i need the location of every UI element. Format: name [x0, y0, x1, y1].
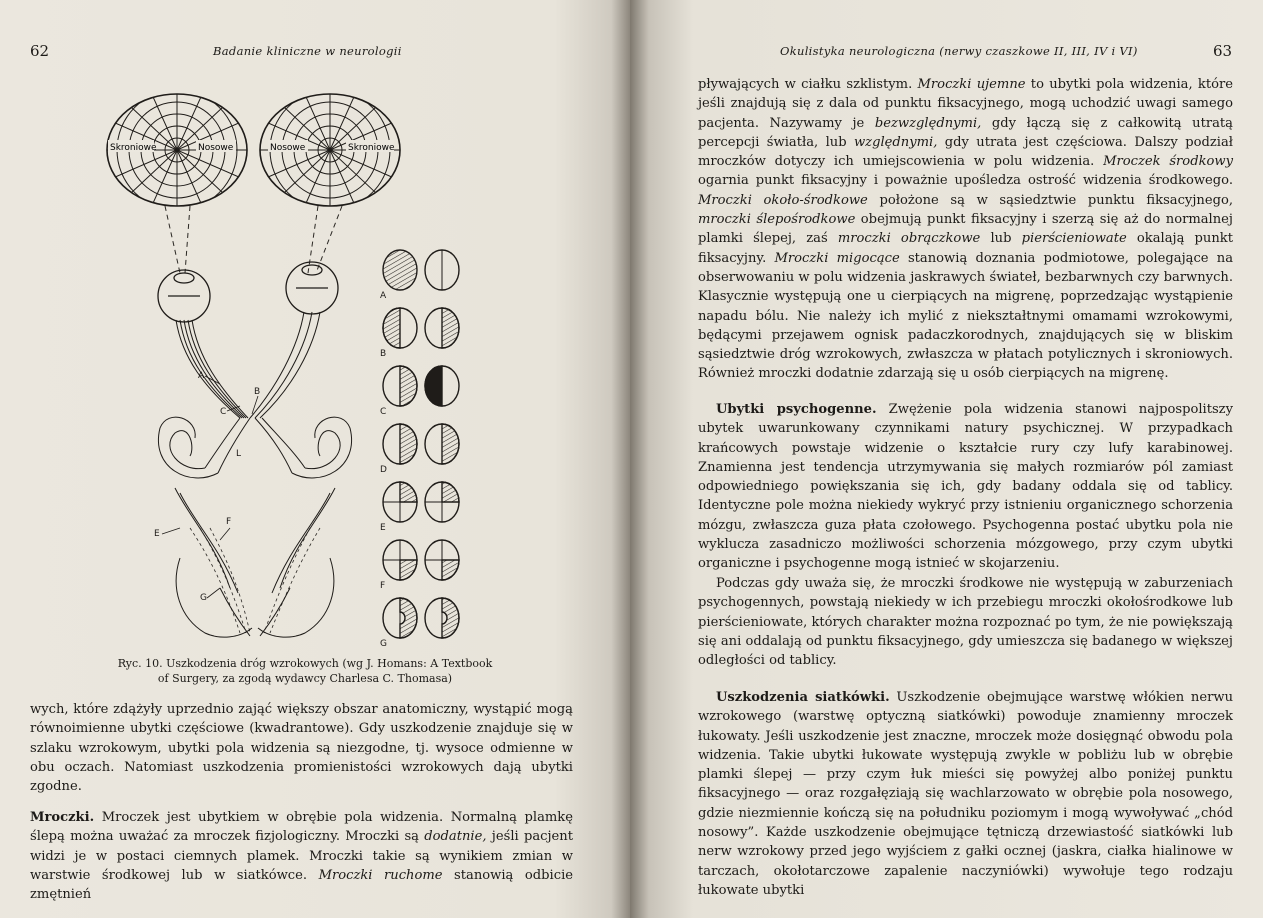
right-paragraph-siatkowka: Uszkodzenia siatkówki. Uszkodzenie obejmujące warstwę włókien nerwu wzrokowego (warstwę optyczną siatkówki) powoduje znamienny mroczek łukowaty. Jeśli uszkodzenie jest znaczne, mroczek może dosięgnąć obwodu pola widzenia. Takie ubytki łukowate występują zwykle w pobliżu lub w obrębie plamki ślepej — przy czym łuk mieści się powyżej albo poniżej punktu fiksacyjnego — oraz rozgałęziają się wachlarzowato w obrębie pola nosowego, gdzie niezmiennie kończą się na południku poziomym i mogą wywoływać „chód nosowy”. Każde uszkodzenie obejmujące tętniczą drzewiastość siatkówki lub nerw wzrokowy przed jego wyjściem z gałki ocznej (jaskra, ciałka hialinowe w tarczach, okołotarczowe zapalenie naczyniówki) wywołuje tego rodzaju łukowate ubytki: [698, 690, 1234, 898]
right-paragraph-1: pływających w ciałku szklistym. Mroczki ujemne to ubytki pola widzenia, które jeśli znajdują się z dala od punktu fiksacyjnego, mogą uchodzić uwagi samego pacjenta. Nazywamy je bezwzględnymi, gdy łączą się z całkowitą utratą percepcji światła, lub względnymi, gdy utrata jest częściowa. Dalszy podział mroczków dotyczy ich umiejscowienia w polu widzenia. Mroczek środkowy ogarnia punkt fiksacyjny i poważnie upośledza ostrość widzenia środkowego. Mroczki około-środkowe położone są w sąsiedztwie punktu fiksacyjnego, mroczki ślepośrodkowe obejmują punkt fiksacyjny i szerzą się aż do normalnej plamki ślepej, zaś mroczki obrączkowe lub pierścieniowate okalają punkt fiksacyjny. Mroczki migocące stanowią doznania podmiotowe, polegające na obserwowaniu w polu widzenia jaskrawych świateł, bezbarwnych czy barwnych. Klasycznie występują one u cierpiących na migrenę, poprzedzając wystąpienie napadu bólu. Nie należy ich mylić z niekształtnymi omamami wzrokowymi, będącymi przejawem ognisk padaczkorodnych, znajdujących się w bliskim sąsiedztwie dróg wzrokowych, zwłaszcza w płatach potylicznych i skroniowych. Również mroczki dodatnie zdarzają się u osób cierpiących na migrenę.: [698, 77, 1234, 382]
field-row-G: [383, 598, 459, 638]
field-row-A: [383, 250, 459, 290]
field-row-F: [383, 540, 459, 580]
label-nosowe-right: Nosowe: [270, 143, 306, 153]
row-label-E: E: [380, 523, 386, 533]
right-paragraph-psychogenne: Ubytki psychogenne. Zwężenie pola widzenia stanowi najpospolitszy ubytek uwarunkowany czynnikami natury psychicznej. W przypadkach krańcowych powstaje widzenie o kształcie rury czy lufy karabinowej. Znamienna jest tendencja utrzymywania się małych rozmiarów pól zamiast odpowiedniego powiększania się ich, gdy badany oddala się od tablicy. Identyczne pole można niekiedy wykryć przy istnieniu organicznego schorzenia mózgu, zwłaszcza guza płata czołowego. Psychogenna postać ubytku pola nie wyklucza zasadniczo możliwości schorzenia mózgowego, przy czym ubytki organiczne i psychogenne mogą istnieć w skojarzeniu.: [698, 402, 1233, 572]
running-header-right: Okulistyka neurologiczna (nerwy czaszkowe II, III, IV i VI): [780, 44, 1138, 58]
left-paragraph-mroczki: Mroczki. Mroczek jest ubytkiem w obrębie pola widzenia. Normalną plamkę ślepą można uważać za mroczek fizjologiczny. Mroczki są dodatnie, jeśli pacjent widzi je w postaci ciemnych plamek. Mroczki takie są wynikiem zmian w warstwie środkowej lub w siatkówce. Mroczki ruchome stanowią odbicie zmętnień: [30, 810, 573, 903]
geniculate-bodies: [158, 417, 351, 593]
right-paragraph-3: Podczas gdy uważa się, że mroczki środkowe nie występują w zaburzeniach psychogennych, powstają niekiedy w ich przebiegu mroczki okołośrodkowe lub pierścieniowate, których charakter można rozpoznać po tym, że nie powiększają się ani oddalają od punktu fiksacyjnego, gdy umieszcza się badanego w większej odległości od tablicy.: [698, 576, 1233, 669]
field-row-E: [383, 482, 459, 522]
optic-pathways: [176, 312, 320, 473]
caption-line-1: Ryc. 10. Uszkodzenia dróg wzrokowych (wg J. Homans: A Textbook: [117, 657, 493, 670]
row-label-D: D: [380, 465, 387, 475]
page-number-right: 63: [1213, 42, 1233, 60]
label-B: B: [254, 387, 261, 397]
label-F: F: [226, 517, 232, 527]
heading-uszkodzenia-siatkowki: Uszkodzenia siatkówki.: [716, 690, 890, 705]
label-skroniowe-right: Skroniowe: [348, 143, 395, 153]
visual-pathways-figure: [80, 88, 520, 648]
left-page: [0, 0, 630, 918]
field-row-C: [383, 366, 459, 406]
label-nosowe-left: Nosowe: [198, 143, 234, 153]
page-number-left: 62: [30, 42, 50, 60]
label-G: G: [200, 593, 207, 603]
row-label-B: B: [380, 349, 387, 359]
running-header-left: Badanie kliniczne w neurologii: [213, 44, 402, 58]
label-A: A: [198, 371, 205, 381]
right-page: [630, 0, 1263, 918]
heading-mroczki: Mroczki.: [30, 810, 95, 825]
projection-lines: [165, 206, 342, 273]
row-label-F: F: [380, 581, 386, 591]
row-label-G: G: [380, 639, 387, 648]
figure-caption: [95, 656, 515, 686]
right-eye-field-chart: [240, 88, 417, 232]
heading-ubytki-psychogenne: Ubytki psychogenne.: [716, 402, 877, 417]
row-label-A: A: [380, 291, 387, 301]
label-E: E: [154, 529, 160, 539]
caption-line-2: of Surgery, za zgodą wydawcy Charlesa C. Thomasa): [157, 672, 453, 685]
row-label-C: C: [380, 407, 387, 417]
label-L: L: [236, 449, 242, 459]
right-eyeball: [286, 262, 338, 314]
field-row-D: [383, 424, 459, 464]
label-C: C: [220, 407, 227, 417]
label-skroniowe-left: Skroniowe: [110, 143, 157, 153]
left-eye-field-chart: [90, 88, 264, 232]
left-eyeball: [158, 270, 210, 322]
field-row-B: [383, 308, 459, 348]
field-defect-diagrams: [383, 250, 459, 638]
left-paragraph-1: wych, które zdążyły uprzednio zająć większy obszar anatomiczny, wystąpić mogą równoimienne ubytki częściowe (kwadrantowe). Gdy uszkodzenie znajduje się w szlaku wzrokowym, ubytki pola widzenia są niezgodne, tj. wysoce odmienne w obu oczach. Natomiast uszkodzenia promienistości wzrokowych dają ubytki zgodne.: [30, 702, 573, 795]
